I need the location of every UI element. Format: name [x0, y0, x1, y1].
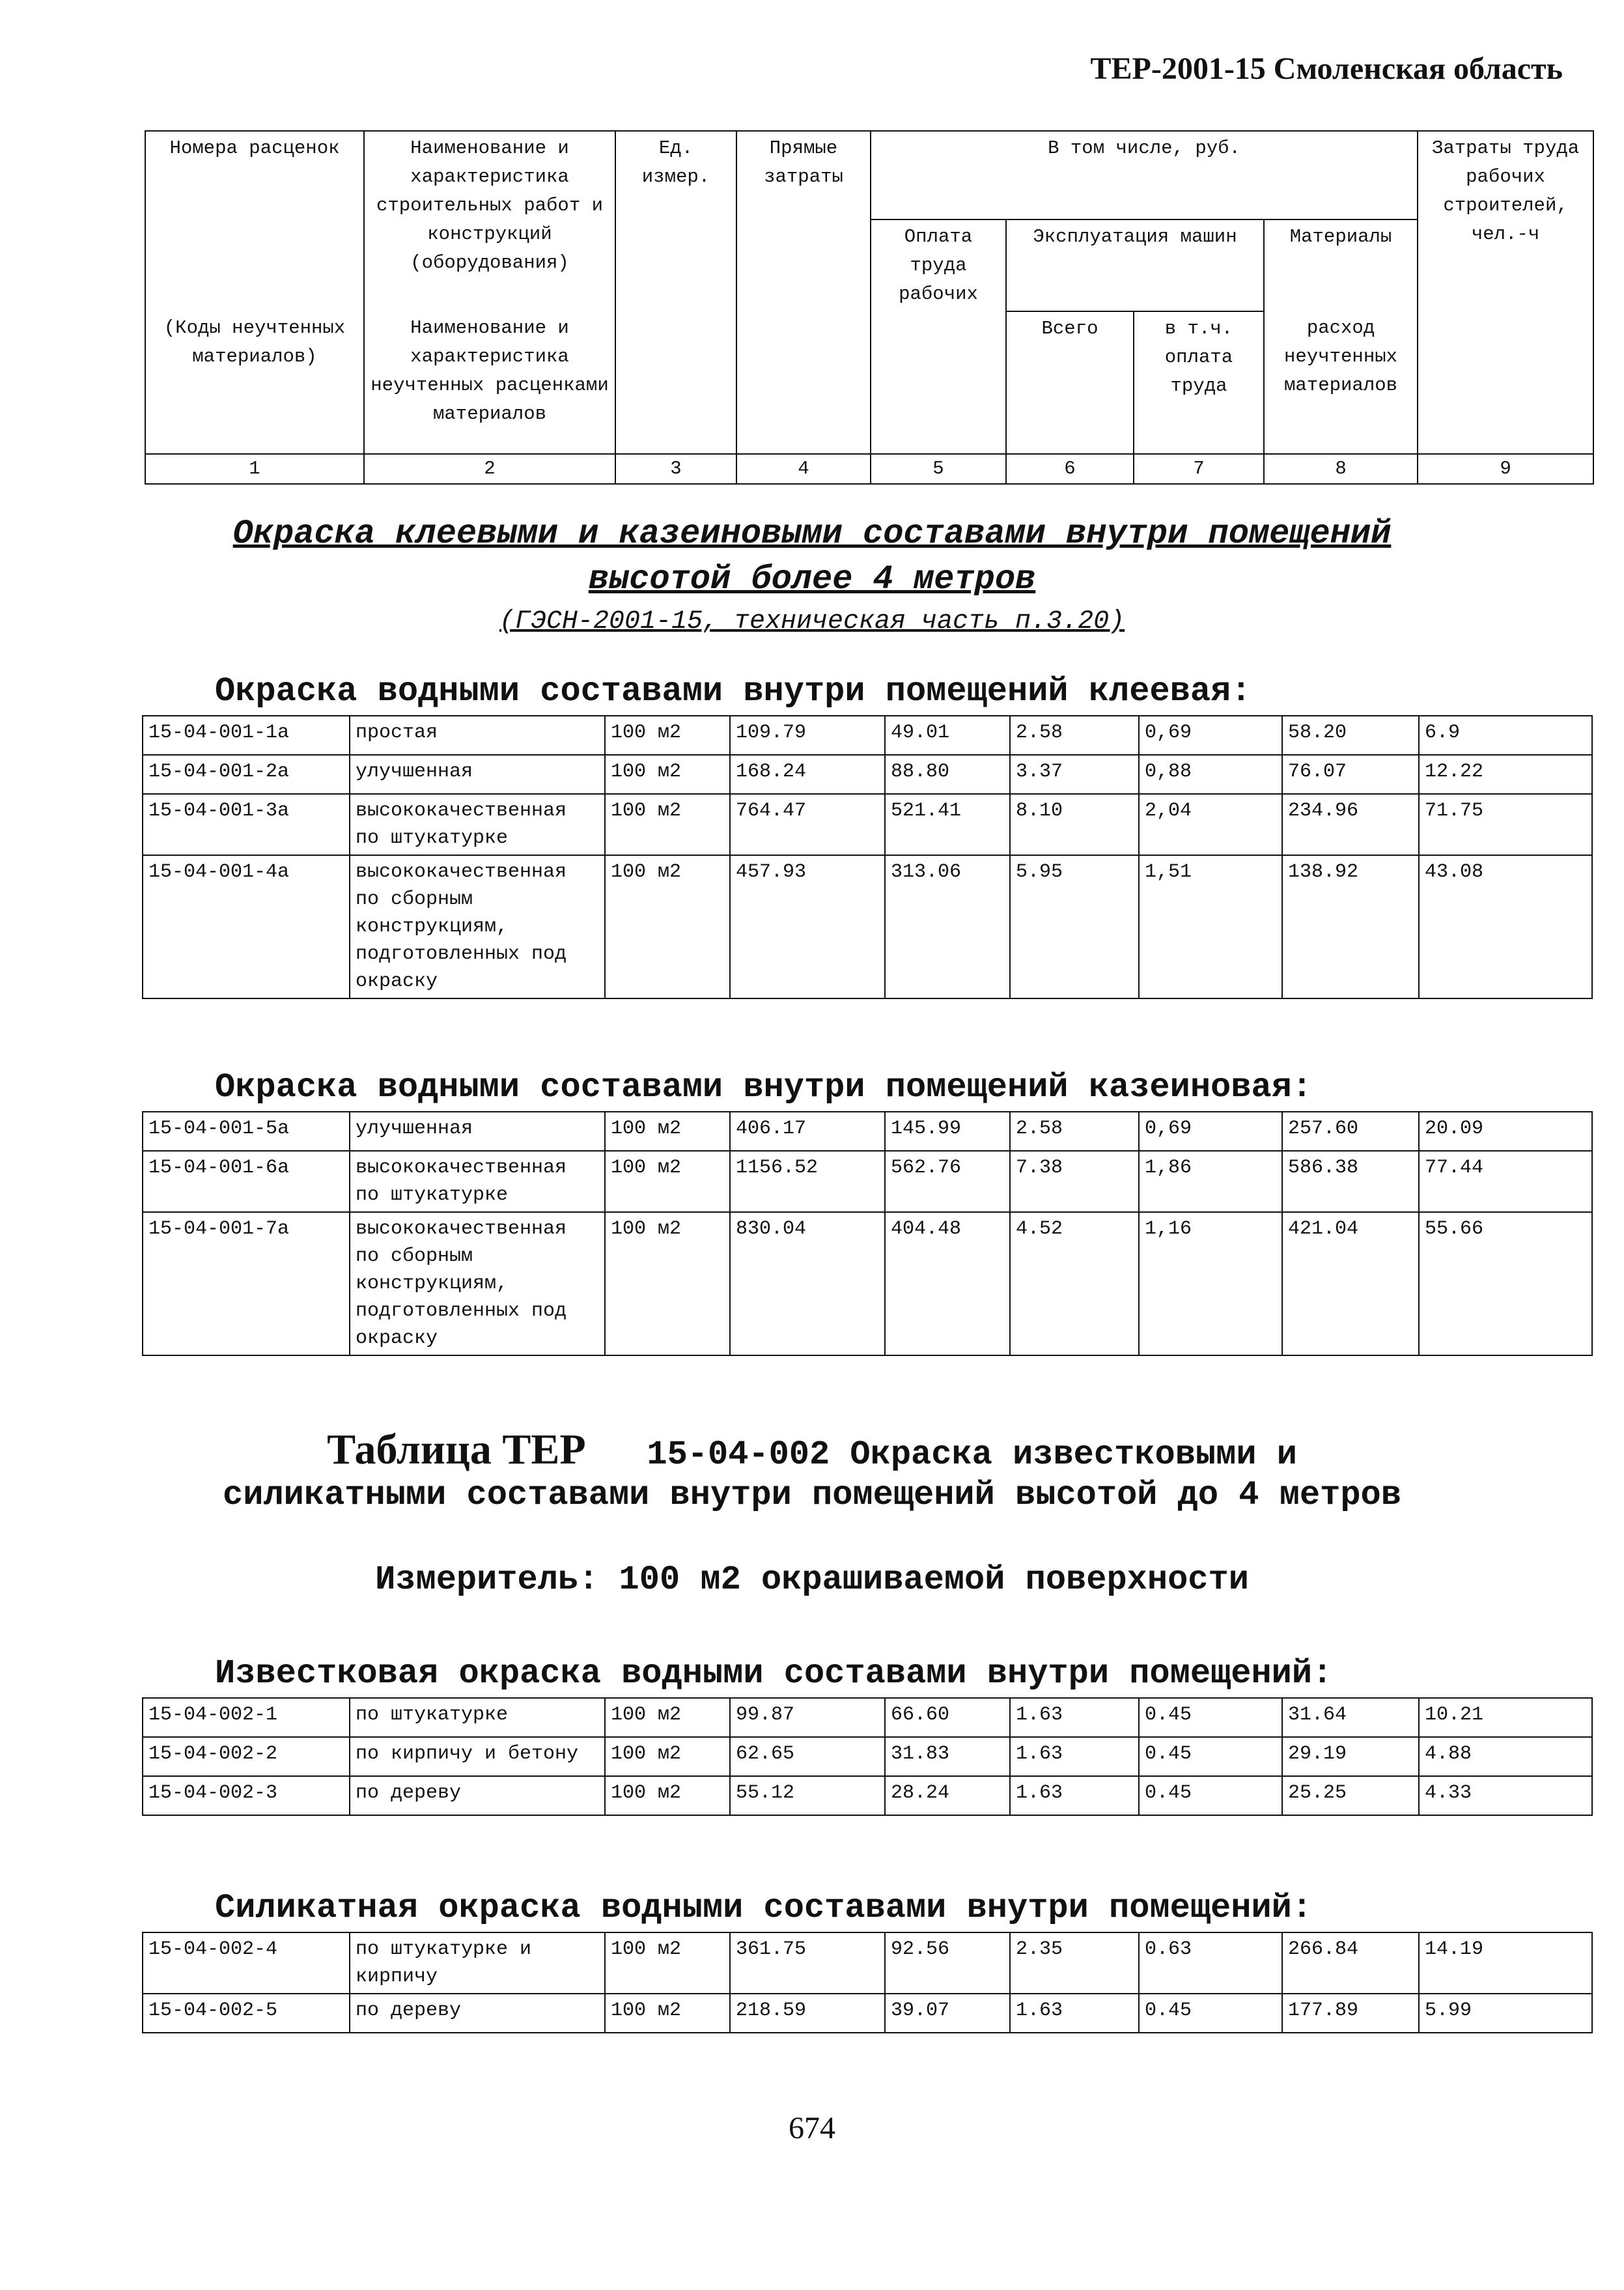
table-silicate	[142, 1932, 1593, 2033]
table-row	[143, 1932, 1592, 1994]
header-machines: Эксплуатация машин	[1006, 219, 1264, 311]
unit: 100 м2	[605, 794, 730, 855]
work-name: по дереву	[350, 1776, 605, 1815]
header-machines-labor: в т.ч. оплата труда	[1134, 311, 1264, 454]
material-cost: 31.64	[1282, 1698, 1419, 1737]
rate-code: 15-04-001-2a	[143, 755, 350, 794]
rate-code: 15-04-001-3a	[143, 794, 350, 855]
direct-cost: 830.04	[730, 1212, 885, 1355]
header-numbers-row	[145, 454, 1593, 484]
col-number: 7	[1134, 454, 1264, 484]
rate-code: 15-04-002-2	[143, 1737, 350, 1776]
machine-cost: 8.10	[1010, 794, 1139, 855]
table-row	[143, 1112, 1592, 1151]
table-row	[143, 1151, 1592, 1212]
machine-labor: 0.45	[1139, 1698, 1282, 1737]
labor-hours: 77.44	[1419, 1151, 1592, 1212]
labor-pay: 28.24	[885, 1776, 1010, 1815]
header-materials: Материалы	[1264, 219, 1418, 311]
material-cost: 257.60	[1282, 1112, 1419, 1151]
direct-cost: 99.87	[730, 1698, 885, 1737]
machine-labor: 0,88	[1139, 755, 1282, 794]
header-group: В том числе, руб.	[871, 131, 1418, 219]
work-name: простая	[350, 716, 605, 755]
table-glue	[142, 715, 1593, 999]
direct-cost: 764.47	[730, 794, 885, 855]
rate-code: 15-04-002-3	[143, 1776, 350, 1815]
material-cost: 25.25	[1282, 1776, 1419, 1815]
machine-labor: 1,86	[1139, 1151, 1282, 1212]
machine-labor: 0,69	[1139, 1112, 1282, 1151]
direct-cost: 457.93	[730, 855, 885, 998]
measure-unit: Измеритель: 100 м2 окрашиваемой поверхности	[375, 1561, 1249, 1599]
machine-labor: 0,69	[1139, 716, 1282, 755]
unit: 100 м2	[605, 1151, 730, 1212]
labor-hours: 20.09	[1419, 1112, 1592, 1151]
material-cost: 234.96	[1282, 794, 1419, 855]
col-number: 6	[1006, 454, 1134, 484]
machine-cost: 3.37	[1010, 755, 1139, 794]
machine-cost: 5.95	[1010, 855, 1139, 998]
table-row	[143, 1994, 1592, 2033]
header-codes-unaccounted: (Коды неучтенных материалов)	[145, 311, 364, 454]
machine-cost: 7.38	[1010, 1151, 1139, 1212]
table2-heading-line1	[0, 1428, 1624, 1477]
rate-code: 15-04-001-5a	[143, 1112, 350, 1151]
material-cost: 58.20	[1282, 716, 1419, 755]
header-labor-pay: Оплата труда рабочих	[871, 219, 1006, 311]
labor-pay: 49.01	[885, 716, 1010, 755]
header-materials-unaccounted: расход неучтенных материалов	[1264, 311, 1418, 454]
material-cost: 586.38	[1282, 1151, 1419, 1212]
unit: 100 м2	[605, 716, 730, 755]
work-name: по дереву	[350, 1994, 605, 2033]
table-row	[143, 1776, 1592, 1815]
machine-cost: 2.58	[1010, 716, 1139, 755]
running-head: ТЕР-2001-15 Смоленская область	[1090, 51, 1563, 86]
material-cost: 177.89	[1282, 1994, 1419, 2033]
rate-code: 15-04-002-1	[143, 1698, 350, 1737]
machine-cost: 1.63	[1010, 1737, 1139, 1776]
header-machines-total: Всего	[1006, 311, 1134, 454]
page-number: 674	[789, 2111, 835, 2145]
labor-hours: 55.66	[1419, 1212, 1592, 1355]
labor-pay: 88.80	[885, 755, 1010, 794]
unit: 100 м2	[605, 755, 730, 794]
labor-pay: 39.07	[885, 1994, 1010, 2033]
labor-hours: 43.08	[1419, 855, 1592, 998]
machine-labor: 0.45	[1139, 1737, 1282, 1776]
table-row	[143, 716, 1592, 755]
labor-pay: 521.41	[885, 794, 1010, 855]
direct-cost: 361.75	[730, 1932, 885, 1994]
work-name: улучшенная	[350, 1112, 605, 1151]
header-name-unaccounted: Наименование и характеристика неучтенных расценками материалов	[364, 311, 615, 454]
labor-hours: 14.19	[1419, 1932, 1592, 1994]
col-number: 4	[736, 454, 871, 484]
section-title-line2: высотой более 4 метров	[588, 560, 1036, 599]
direct-cost: 1156.52	[730, 1151, 885, 1212]
direct-cost: 55.12	[730, 1776, 885, 1815]
header-labor-hours: Затраты труда рабочих строителей, чел.-ч	[1418, 131, 1593, 454]
labor-pay: 145.99	[885, 1112, 1010, 1151]
unit: 100 м2	[605, 1112, 730, 1151]
unit: 100 м2	[605, 1212, 730, 1355]
machine-labor: 0.63	[1139, 1932, 1282, 1994]
rate-code: 15-04-001-6a	[143, 1151, 350, 1212]
col-number: 2	[364, 454, 615, 484]
header-codes: Номера расценок	[145, 131, 364, 311]
work-name: по кирпичу и бетону	[350, 1737, 605, 1776]
direct-cost: 109.79	[730, 716, 885, 755]
labor-hours: 12.22	[1419, 755, 1592, 794]
group-title-glue: Окраска водными составами внутри помещений клеевая:	[215, 672, 1252, 711]
header-direct-costs: Прямые затраты	[736, 131, 871, 454]
labor-hours: 4.88	[1419, 1737, 1592, 1776]
unit: 100 м2	[605, 1932, 730, 1994]
header-name: Наименование и характеристика строительных работ и конструкций (оборудования)	[364, 131, 615, 311]
labor-pay: 562.76	[885, 1151, 1010, 1212]
table-row	[143, 794, 1592, 855]
unit: 100 м2	[605, 1776, 730, 1815]
rate-code: 15-04-001-7a	[143, 1212, 350, 1355]
rate-code: 15-04-002-4	[143, 1932, 350, 1994]
machine-cost: 4.52	[1010, 1212, 1139, 1355]
direct-cost: 218.59	[730, 1994, 885, 2033]
material-cost: 138.92	[1282, 855, 1419, 998]
col-number: 9	[1418, 454, 1593, 484]
direct-cost: 406.17	[730, 1112, 885, 1151]
material-cost: 421.04	[1282, 1212, 1419, 1355]
work-name: высококачественная по штукатурке	[350, 1151, 605, 1212]
material-cost: 76.07	[1282, 755, 1419, 794]
col-number: 8	[1264, 454, 1418, 484]
table-row	[143, 1698, 1592, 1737]
work-name: высококачественная по штукатурке	[350, 794, 605, 855]
table2-label: Таблица ТЕР	[327, 1426, 586, 1473]
machine-cost: 2.58	[1010, 1112, 1139, 1151]
machine-labor: 1,16	[1139, 1212, 1282, 1355]
work-name: по штукатурке	[350, 1698, 605, 1737]
section-title-line1: Окраска клеевыми и казеиновыми составами внутри помещений	[232, 515, 1392, 553]
header-table	[145, 130, 1594, 485]
group-title-casein: Окраска водными составами внутри помещений казеиновая:	[215, 1068, 1313, 1107]
machine-cost: 2.35	[1010, 1932, 1139, 1994]
table-row	[143, 855, 1592, 998]
labor-pay: 92.56	[885, 1932, 1010, 1994]
machine-cost: 1.63	[1010, 1776, 1139, 1815]
section-subtitle: (ГЭСН-2001-15, техническая часть п.3.20)	[499, 607, 1125, 636]
direct-cost: 62.65	[730, 1737, 885, 1776]
work-name: высококачественная по сборным конструкциям, подготовленных под окраску	[350, 855, 605, 998]
table-lime	[142, 1697, 1593, 1816]
direct-cost: 168.24	[730, 755, 885, 794]
table-row	[143, 755, 1592, 794]
machine-labor: 2,04	[1139, 794, 1282, 855]
unit: 100 м2	[605, 1698, 730, 1737]
machine-labor: 0.45	[1139, 1994, 1282, 2033]
labor-pay: 404.48	[885, 1212, 1010, 1355]
labor-pay: 313.06	[885, 855, 1010, 998]
work-name: высококачественная по сборным конструкциям, подготовленных под окраску	[350, 1212, 605, 1355]
table-casein	[142, 1111, 1593, 1356]
labor-pay: 31.83	[885, 1737, 1010, 1776]
labor-hours: 71.75	[1419, 794, 1592, 855]
header-unit: Ед. измер.	[615, 131, 736, 454]
machine-cost: 1.63	[1010, 1698, 1139, 1737]
rate-code: 15-04-001-4a	[143, 855, 350, 998]
col-number: 1	[145, 454, 364, 484]
unit: 100 м2	[605, 1994, 730, 2033]
labor-hours: 6.9	[1419, 716, 1592, 755]
group-title-silicate: Силикатная окраска водными составами внутри помещений:	[215, 1889, 1313, 1927]
unit: 100 м2	[605, 1737, 730, 1776]
table-row	[143, 1212, 1592, 1355]
material-cost: 29.19	[1282, 1737, 1419, 1776]
unit: 100 м2	[605, 855, 730, 998]
machine-labor: 1,51	[1139, 855, 1282, 998]
table-row	[143, 1737, 1592, 1776]
labor-hours: 5.99	[1419, 1994, 1592, 2033]
labor-hours: 10.21	[1419, 1698, 1592, 1737]
group-title-lime: Известковая окраска водными составами внутри помещений:	[215, 1654, 1333, 1693]
table2-heading-line2: силикатными составами внутри помещений высотой до 4 метров	[223, 1476, 1401, 1514]
rate-code: 15-04-001-1a	[143, 716, 350, 755]
rate-code: 15-04-002-5	[143, 1994, 350, 2033]
table2-line1: 15-04-002 Окраска известковыми и	[647, 1435, 1297, 1474]
col-number: 3	[615, 454, 736, 484]
labor-pay: 66.60	[885, 1698, 1010, 1737]
machine-cost: 1.63	[1010, 1994, 1139, 2033]
labor-hours: 4.33	[1419, 1776, 1592, 1815]
machine-labor: 0.45	[1139, 1776, 1282, 1815]
work-name: по штукатурке и кирпичу	[350, 1932, 605, 1994]
col-number: 5	[871, 454, 1006, 484]
material-cost: 266.84	[1282, 1932, 1419, 1994]
work-name: улучшенная	[350, 755, 605, 794]
